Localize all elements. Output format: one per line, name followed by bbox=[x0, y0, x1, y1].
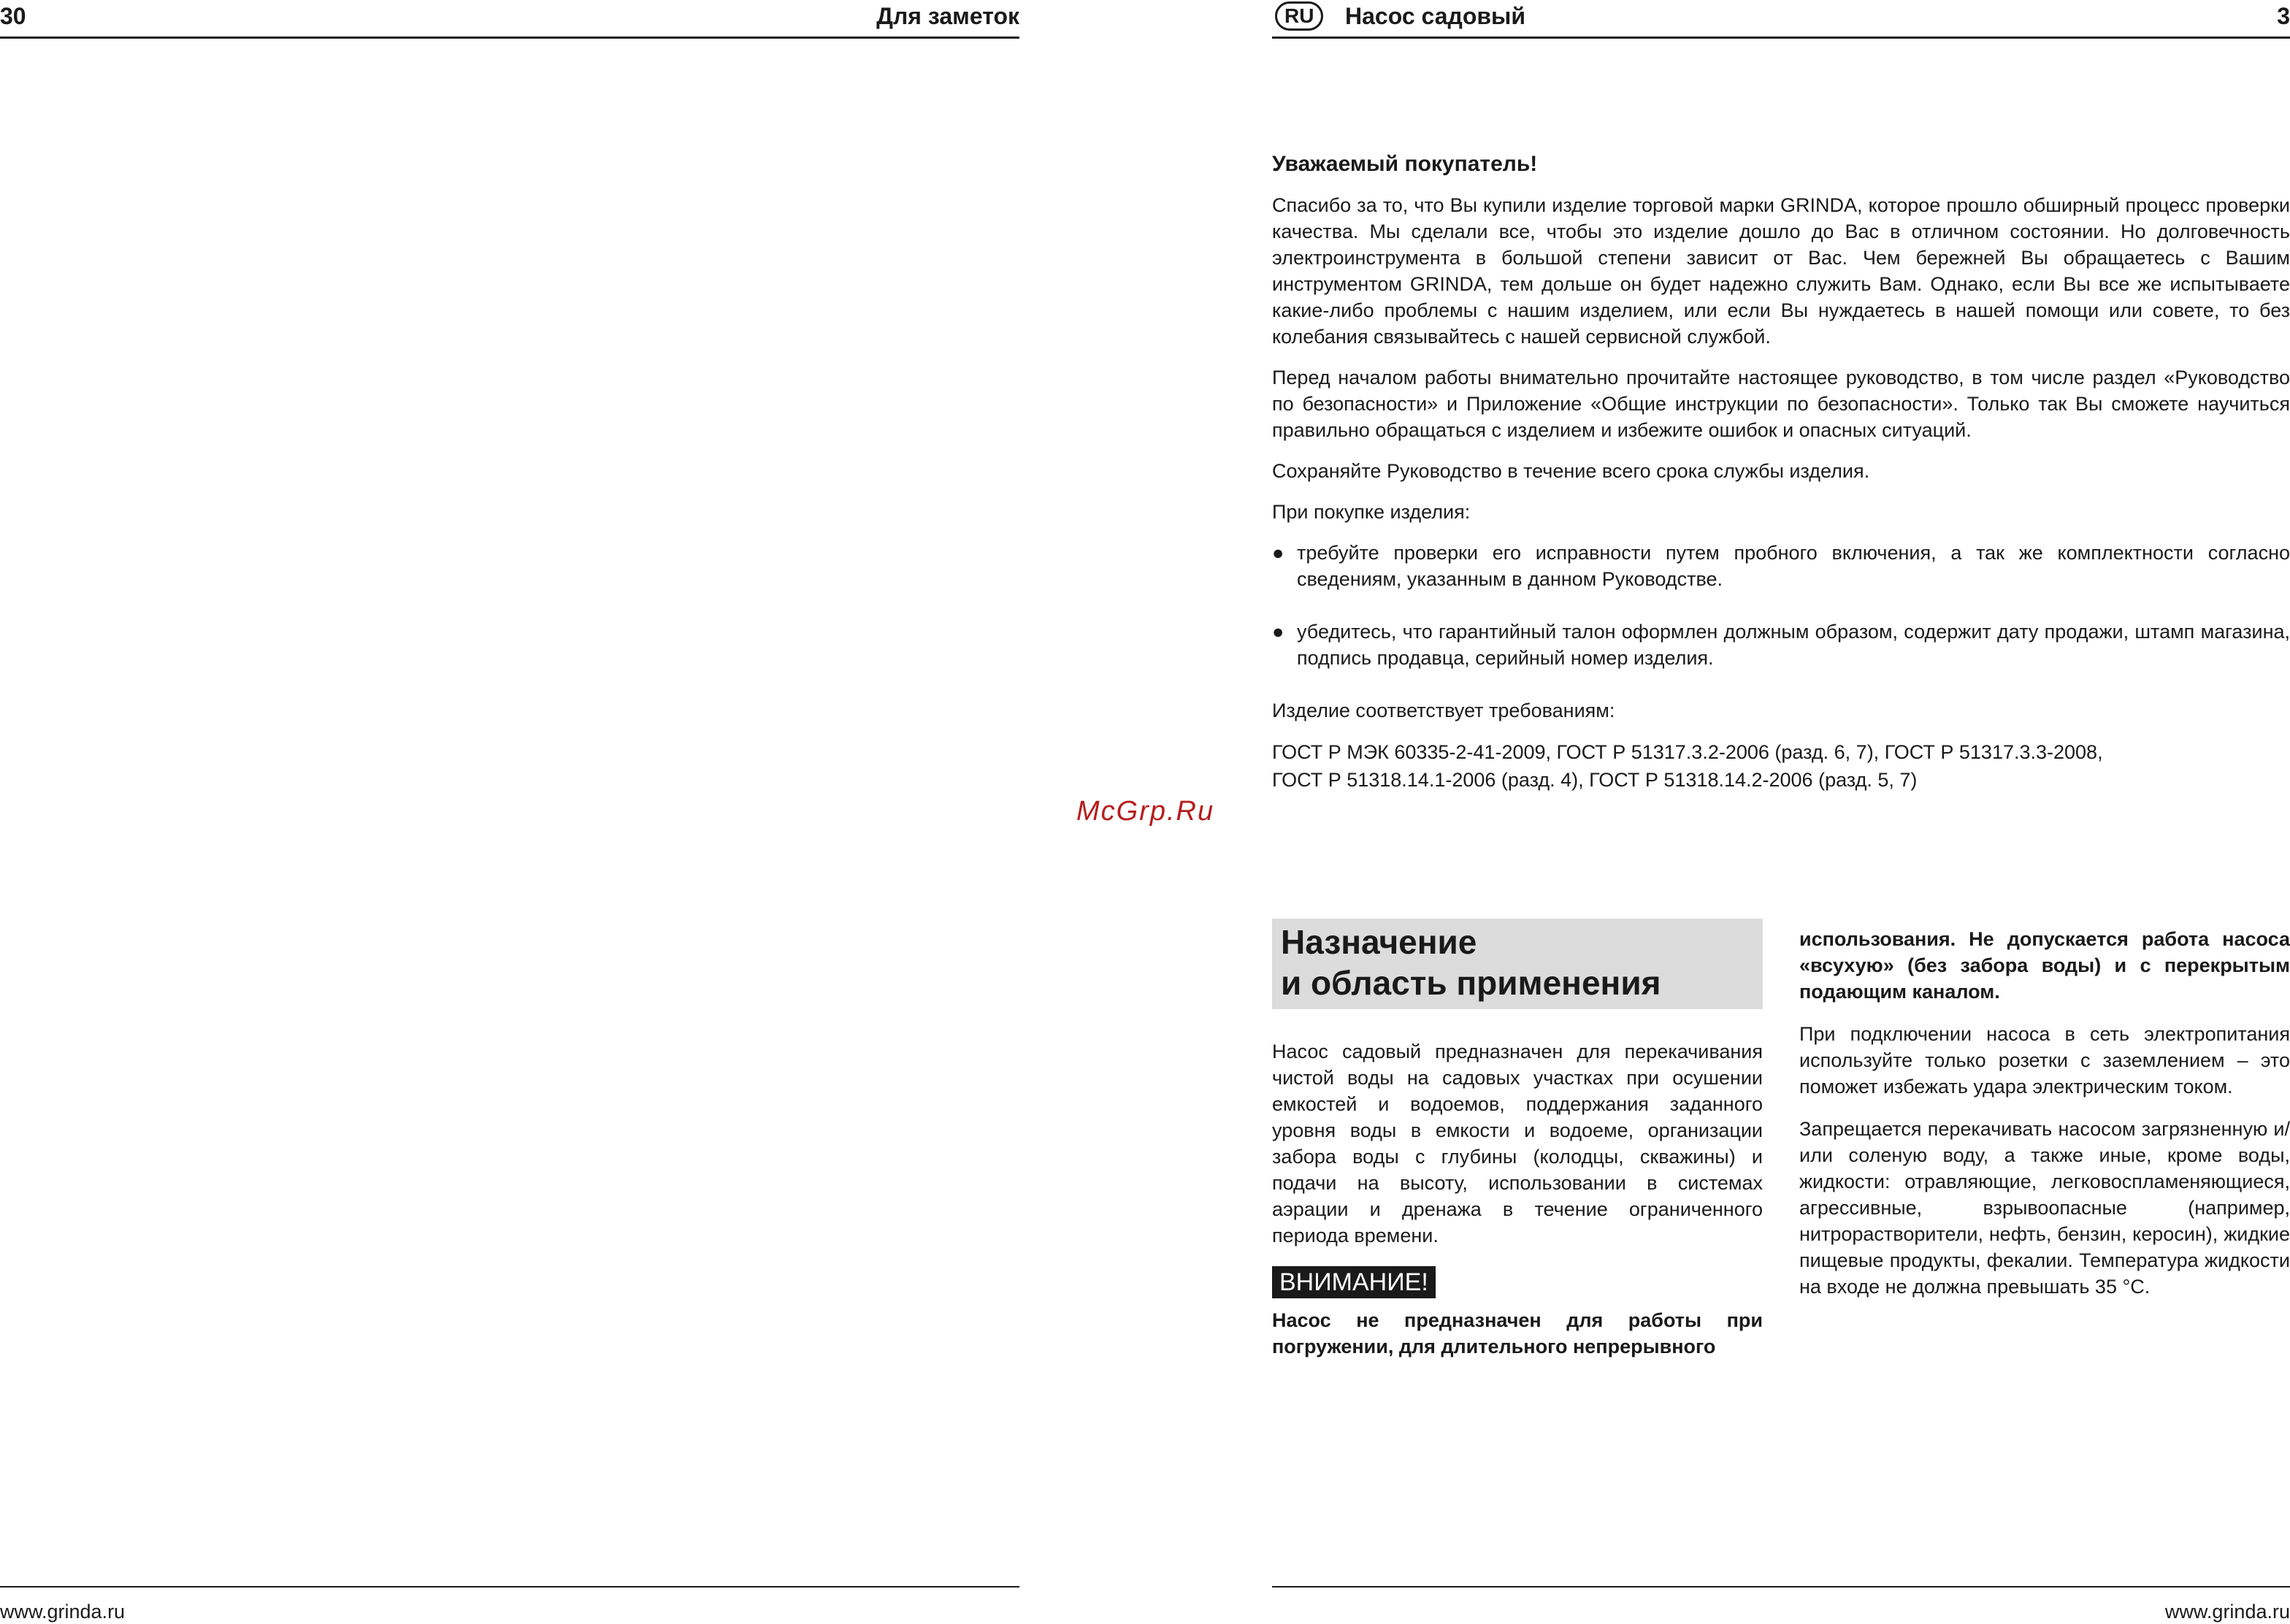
warning-text: Насос не предназначен для работы при погружении, для длительного непрерывного bbox=[1272, 1309, 1763, 1357]
list-item bbox=[1272, 540, 2290, 592]
standards-list bbox=[1272, 738, 2290, 794]
left-page-footer bbox=[0, 1586, 1019, 1623]
purpose-column-right bbox=[1799, 926, 2290, 1316]
bullet-icon: ● bbox=[1272, 621, 1284, 643]
intro-heading: Уважаемый покупатель! bbox=[1272, 152, 1538, 176]
grounding-text: При подключении насоса в сеть электропитания используйте только розетки с заземлением – это поможет избежать удара электрическим током. bbox=[1799, 1023, 2290, 1098]
left-footer-url[interactable]: www.grinda.ru bbox=[0, 1601, 126, 1623]
right-footer-url[interactable]: www.grinda.ru bbox=[2164, 1601, 2290, 1623]
language-badge: RU bbox=[1275, 1, 1323, 31]
intro-paragraph: Перед началом работы внимательно прочитайте настоящее руководство, в том числе раздел «Руководство по безопасности» и Приложение «Общие инструкции по безопасности». Только так Вы сможете научиться правильно обращаться с изделием и избежите ошибок и опасных ситуаций. bbox=[1272, 367, 2290, 441]
right-page-number: 3 bbox=[2277, 3, 2290, 29]
right-page bbox=[1272, 0, 2290, 1624]
section-heading-line: Назначение bbox=[1281, 923, 1477, 961]
purpose-column-left bbox=[1272, 919, 1763, 1376]
right-page-header bbox=[1272, 0, 2290, 39]
watermark: McGrp.Ru bbox=[1076, 796, 1215, 827]
intro-paragraph: Сохраняйте Руководство в течение всего срока службы изделия. bbox=[1272, 460, 1870, 482]
section-heading-line: и область применения bbox=[1281, 964, 1661, 1002]
intro-section bbox=[1272, 150, 2290, 794]
prohibition-text: Запрещается перекачивать насосом загрязненную и/или соленую воду, а также иные, кроме воды, жидкости: отравляющие, легковоспламеняющиеся, агрессивные, взрывоопасные (например, нитрорастворители, нефть, бензин, керосин), жидкие пищевые продукты, фекалии. Температура жидкости на входе не должна превышать 35 °С. bbox=[1799, 1118, 2290, 1298]
compliance-label: Изделие соответствует требованиям: bbox=[1272, 700, 1615, 721]
warning-text-continued: использования. Не допускается работа насоса «всухую» (без забора воды) и с перекрытым подающим каналом. bbox=[1799, 928, 2290, 1003]
left-page-header bbox=[0, 0, 1019, 39]
list-item-text: убедитесь, что гарантийный талон оформлен должным образом, содержит дату продажи, штамп магазина, подпись продавца, серийный номер изделия. bbox=[1297, 621, 2290, 669]
list-item bbox=[1272, 618, 2290, 671]
right-page-title: Насос садовый bbox=[1345, 3, 1526, 29]
bullet-icon: ● bbox=[1272, 542, 1284, 564]
right-page-footer bbox=[1272, 1586, 2290, 1623]
left-page bbox=[0, 0, 1019, 1624]
left-page-title: Для заметок bbox=[876, 3, 1019, 29]
warning-label: ВНИМАНИЕ! bbox=[1272, 1266, 1436, 1298]
list-item-text: требуйте проверки его исправности путем пробного включения, а так же комплектности согласно сведениям, указанным в данном Руководстве. bbox=[1297, 542, 2290, 590]
standards-line: ГОСТ Р МЭК 60335-2-41-2009, ГОСТ Р 51317.3.2-2006 (разд. 6, 7), ГОСТ Р 51317.3.3-2008, bbox=[1272, 741, 2103, 763]
intro-paragraph: Спасибо за то, что Вы купили изделие торговой марки GRINDA, которое прошло обширный процесс проверки качества. Мы сделали все, чтобы это изделие дошло до Вас в отличном состоянии. Но долговечность электроинструмента в большой степени зависит от Вас. Чем бережней Вы обращаетесь с Вашим инструментом GRINDA, тем дольше он будет надежно служить Вам. Однако, если Вы все же испытываете какие-либо проблемы с нашим изделием, или если Вы нуждаетесь в нашей помощи или совете, то без колебания связывайтесь с нашей сервисной службой. bbox=[1272, 194, 2290, 348]
purchase-checklist bbox=[1272, 540, 2290, 671]
standards-line: ГОСТ Р 51318.14.1-2006 (разд. 4), ГОСТ Р 51318.14.2-2006 (разд. 5, 7) bbox=[1272, 769, 1918, 791]
left-page-number: 30 bbox=[0, 3, 26, 29]
section-heading bbox=[1272, 919, 1763, 1009]
purpose-description: Насос садовый предназначен для перекачивания чистой воды на садовых участках при осушении емкостей и водоемов, поддержания заданного уровня воды в емкости и водоеме, организации забора воды с глубины (колодцы, скважины) и подачи на высоту, использовании в системах аэрации и дренажа в течение ограниченного периода времени. bbox=[1272, 1041, 1763, 1246]
intro-paragraph: При покупке изделия: bbox=[1272, 501, 1471, 523]
